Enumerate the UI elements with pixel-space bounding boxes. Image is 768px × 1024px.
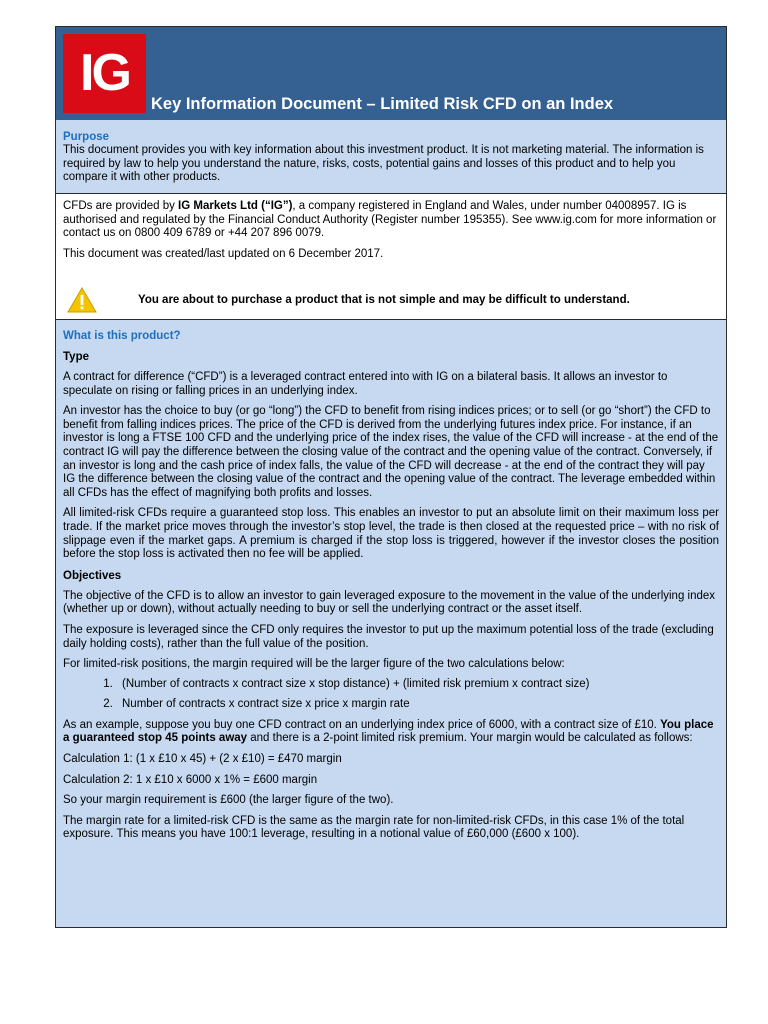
- type-heading: Type: [63, 351, 89, 363]
- calculation-2: Calculation 2: 1 x £10 x 6000 x 1% = £600 margin: [63, 773, 318, 786]
- product-heading: What is this product?: [63, 330, 181, 342]
- updated-date: This document was created/last updated on 6 December 2017.: [63, 247, 384, 260]
- logo-text: IG: [80, 44, 129, 102]
- provider-intro: CFDs are provided by: [63, 200, 179, 212]
- purpose-text: This document provides you with key information about this investment product. It is not marketing material. The information is required by law to help you understand the nature, risks, costs, potential gains and losses of this product and to help you compare it with other products.: [63, 144, 704, 184]
- warning-text: You are about to purchase a product that is not simple and may be difficult to understand.: [138, 294, 630, 306]
- document-title: Key Information Document – Limited Risk CFD on an Index: [151, 95, 614, 113]
- provider-section: [56, 194, 726, 320]
- purpose-heading: Purpose: [63, 131, 110, 143]
- provider-text: [63, 200, 719, 241]
- margin-requirement: So your margin requirement is £600 (the larger figure of the two).: [63, 794, 394, 807]
- example-paragraph: [63, 719, 719, 746]
- example-text-b: and there is a 2-point limited risk premium. Your margin would be calculated as follows:: [247, 732, 693, 745]
- calculation-1: Calculation 1: (1 x £10 x 45) + (2 x £10) = £470 margin: [63, 753, 342, 766]
- provider-details: , a company registered in England and Wales, under number 04008957. IG is authorised and regulated by the Financial Conduct Authority (Register number 195355). See www.ig.com for more information or contact us on 0800 409 6789 or +44 207 896 0079.: [63, 200, 717, 240]
- example-bold: You place a guaranteed stop 45 points away: [63, 718, 714, 745]
- type-paragraph-1: A contract for difference (“CFD”) is a leveraged contract entered into with IG on a bilateral basis. It allows an investor to speculate on rising or falling prices in an underlying index.: [63, 371, 668, 397]
- objectives-paragraph-2: The exposure is leveraged since the CFD only requires the investor to put up the maximum potential loss of the trade (excluding daily holding costs), rather than the full value of the position.: [63, 623, 714, 650]
- header-bar: [56, 27, 726, 121]
- type-paragraph-3: All limited-risk CFDs require a guaranteed stop loss. This enables an investor to put an absolute limit on their maximum loss per trade. If the market price moves through the investor’s stop level, the trade is then closed at the requested price – with no risk of slippage even if the market gaps. A premium is charged if the stop loss is triggered, however if the investor closes the position before the stop loss is activated then no fee will be applied.: [63, 507, 719, 561]
- product-section: [56, 320, 726, 842]
- purpose-section: [56, 120, 726, 194]
- example-text-a: As an example, suppose you buy one CFD contract on an underlying index price of 6000, with a contract size of £10.: [63, 718, 661, 731]
- calculation-list-item: 2. Number of contracts x contract size x price x margin rate: [116, 698, 719, 712]
- document-page: [55, 26, 727, 928]
- calculation-list: [63, 678, 719, 712]
- provider-company: IG Markets Ltd (“IG”): [178, 200, 293, 212]
- objectives-paragraph-1: The objective of the CFD is to allow an investor to gain leveraged exposure to the movement in the value of the underlying index (whether up or down), without actually needing to buy or sell the underlying contract or the asset itself.: [63, 589, 716, 616]
- objectives-heading: Objectives: [63, 569, 122, 582]
- warning-row: [63, 287, 713, 313]
- warning-triangle-icon: [67, 287, 97, 313]
- objectives-paragraph-3: For limited-risk positions, the margin required will be the larger figure of the two calculations below:: [63, 658, 565, 671]
- calculation-list-item: 1. (Number of contracts x contract size x stop distance) + (limited risk premium x contract size): [116, 678, 719, 692]
- ig-logo: [63, 34, 146, 113]
- margin-rate-paragraph: The margin rate for a limited-risk CFD is the same as the margin rate for non-limited-risk CFDs, in this case 1% of the total exposure. This means you have 100:1 leverage, resulting in a notional value of £60,000 (£600 x 100).: [63, 814, 685, 841]
- type-paragraph-2: An investor has the choice to buy (or go “long”) the CFD to benefit from rising indices prices; or to sell (or go “short”) the CFD to benefit from falling indices prices. The price of the CFD is derived from the underlying futures index price. For instance, if an investor is long a FTSE 100 CFD and the underlying price of the index rises, the value of the CFD will increase - at the end of the contract IG will pay the difference between the closing value of the contract and the opening value of the contract. Conversely, if an investor is long and the cash price of index falls, the value of the CFD will decrease - at the end of the contract they will pay IG the difference between the closing value of the contract and the opening value of the contract. The leverage embedded within all CFDs has the effect of magnifying both profits and losses.: [63, 405, 719, 499]
